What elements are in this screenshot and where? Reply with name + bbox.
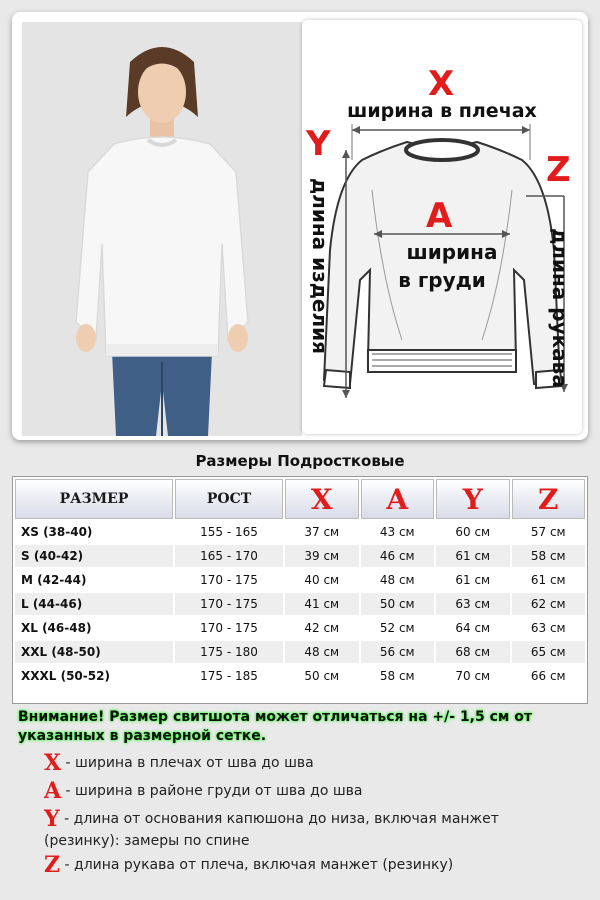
table-row: [15, 641, 585, 663]
legend-text-z: - длина рукава от плеча, включая манжет (резинку): [60, 857, 454, 873]
x-label: ширина в плечах: [347, 100, 537, 122]
a-label-line1: ширина: [406, 240, 498, 264]
legend-letter-z: Z: [44, 852, 61, 878]
cell-size: L (44-46): [15, 593, 173, 615]
table-row: [15, 521, 585, 543]
header-x: X: [285, 479, 359, 519]
table-row: [15, 617, 585, 639]
cell-y: 68 см: [436, 641, 510, 663]
cell-z: 58 см: [512, 545, 586, 567]
legend-item-z: [44, 854, 564, 876]
cell-z: 66 см: [512, 665, 586, 687]
cell-y: 60 см: [436, 521, 510, 543]
measurement-diagram: [302, 20, 582, 434]
table-row: [15, 545, 585, 567]
cell-a: 52 см: [361, 617, 435, 639]
cell-y: 61 см: [436, 545, 510, 567]
size-table: [12, 476, 588, 704]
cell-y: 63 см: [436, 593, 510, 615]
z-letter: Z: [546, 150, 571, 190]
legend-text-x: - ширина в плечах от шва до шва: [61, 755, 314, 771]
cell-z: 65 см: [512, 641, 586, 663]
table-row: [15, 665, 585, 687]
legend-letter-a: A: [44, 778, 62, 804]
legend-item-x: [44, 752, 564, 774]
cell-y: 64 см: [436, 617, 510, 639]
table-row: [15, 569, 585, 591]
model-illustration: [22, 22, 302, 436]
cell-height: 170 - 175: [175, 569, 283, 591]
cell-x: 37 см: [285, 521, 359, 543]
x-letter: X: [428, 64, 455, 104]
cell-x: 50 см: [285, 665, 359, 687]
header-z: Z: [512, 479, 586, 519]
warning-note: Внимание! Размер свитшота может отличаться на +/- 1,5 см от указанных в размерной сетке.: [18, 709, 532, 744]
header-a: A: [361, 479, 435, 519]
cell-height: 175 - 180: [175, 641, 283, 663]
a-letter: A: [426, 196, 453, 236]
legend-text-a: - ширина в районе груди от шва до шва: [61, 783, 363, 799]
cell-z: 61 см: [512, 569, 586, 591]
cell-x: 39 см: [285, 545, 359, 567]
cell-a: 48 см: [361, 569, 435, 591]
cell-y: 70 см: [436, 665, 510, 687]
cell-z: 62 см: [512, 593, 586, 615]
cell-a: 56 см: [361, 641, 435, 663]
cell-z: 57 см: [512, 521, 586, 543]
cell-y: 61 см: [436, 569, 510, 591]
product-card: [12, 12, 588, 440]
cell-a: 43 см: [361, 521, 435, 543]
y-label: длина изделия: [308, 178, 332, 354]
cell-height: 170 - 175: [175, 593, 283, 615]
y-letter: Y: [306, 124, 331, 164]
legend-text-y: - длина от основания капюшона до низа, включая манжет (резинку): замеры по спине: [44, 811, 499, 849]
cell-a: 46 см: [361, 545, 435, 567]
legend-letter-x: X: [44, 750, 62, 776]
cell-height: 165 - 170: [175, 545, 283, 567]
model-photo: [22, 22, 302, 436]
legend-letter-y: Y: [44, 806, 60, 832]
z-label: длина рукава: [548, 228, 572, 388]
cell-x: 42 см: [285, 617, 359, 639]
cell-x: 48 см: [285, 641, 359, 663]
cell-size: XXXL (50-52): [15, 665, 173, 687]
legend-item-a: [44, 780, 564, 802]
header-size: РАЗМЕР: [15, 479, 173, 519]
cell-x: 41 см: [285, 593, 359, 615]
table-row: [15, 593, 585, 615]
header-height: РОСТ: [175, 479, 283, 519]
header-y: Y: [436, 479, 510, 519]
cell-x: 40 см: [285, 569, 359, 591]
cell-size: S (40-42): [15, 545, 173, 567]
size-table-title: Размеры Подростковые: [195, 452, 405, 470]
cell-size: M (42-44): [15, 569, 173, 591]
cell-a: 58 см: [361, 665, 435, 687]
cell-height: 175 - 185: [175, 665, 283, 687]
cell-size: XXL (48-50): [15, 641, 173, 663]
table-header-row: [15, 479, 585, 519]
size-table-grid: [13, 477, 587, 689]
cell-height: 155 - 165: [175, 521, 283, 543]
cell-height: 170 - 175: [175, 617, 283, 639]
cell-a: 50 см: [361, 593, 435, 615]
legend-item-y: [44, 808, 564, 852]
cell-size: XL (46-48): [15, 617, 173, 639]
a-label-line2: в груди: [398, 268, 486, 292]
cell-size: XS (38-40): [15, 521, 173, 543]
cell-z: 63 см: [512, 617, 586, 639]
